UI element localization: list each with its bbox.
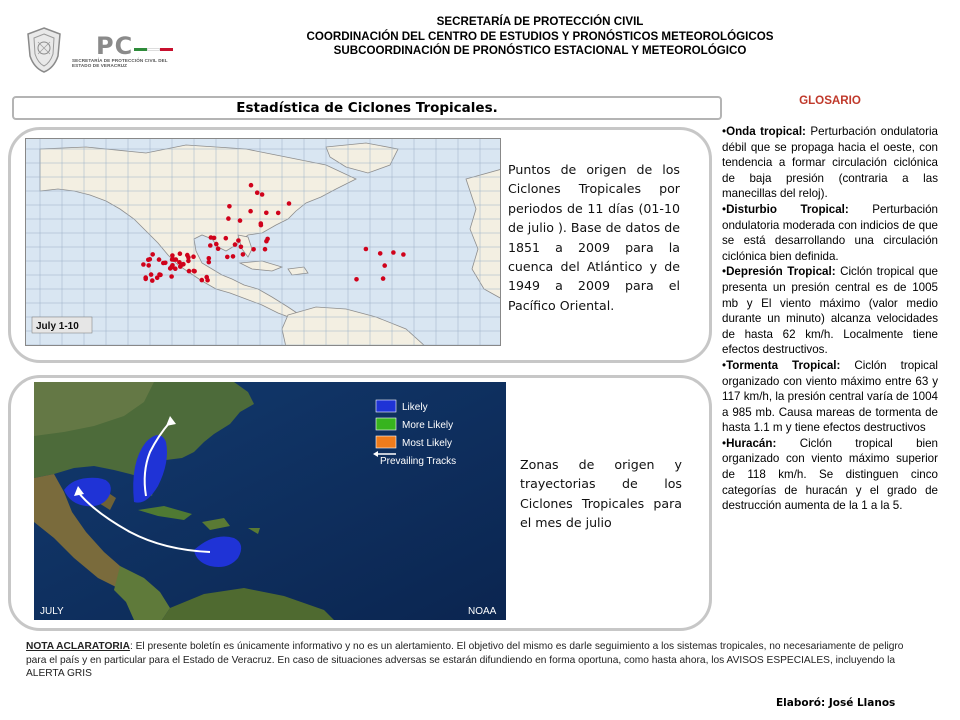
logo-subtitle: SECRETARÍA DE PROTECCIÓN CIVIL DEL ESTADO DE VERACRUZ	[72, 58, 168, 69]
origin-point	[146, 263, 151, 268]
origin-point	[241, 252, 246, 257]
origin-point	[287, 201, 292, 206]
origin-point	[191, 254, 196, 259]
glossary-item: •Disturbio Tropical: Perturbación ondulatoria moderada con indicios de que se está desarrollando una circulación ciclónica bien definida.	[722, 202, 938, 263]
author-credit: Elaboró: José Llanos	[776, 697, 896, 709]
glossary-term: Onda tropical:	[726, 125, 806, 138]
origin-point	[378, 251, 383, 256]
origin-point	[248, 209, 253, 214]
origin-point	[177, 260, 182, 265]
origin-point	[364, 247, 369, 252]
origin-point	[170, 253, 175, 258]
section-title: Estadística de Ciclones Tropicales.	[12, 96, 722, 120]
origin-points-description: Puntos de origen de los Ciclones Tropicales por periodos de 11 días (01-10 de julio ). Base de datos de 1851 a 2009 para la cuenca del Atlántico y de 1949 a 2009 para el Pacífico Oriental.	[508, 162, 680, 313]
glossary-title: GLOSARIO	[799, 94, 861, 107]
glossary-item: •Depresión Tropical: Ciclón tropical que presenta un presión central es de 1005 mb y El viento máximo (valor medio durante un minuto) alcanza velocidades de hasta 62 km/h. Localmente tiene efectos destructivos.	[722, 265, 938, 357]
origin-point	[169, 274, 174, 279]
origin-point	[150, 278, 155, 283]
header-line-1: SECRETARÍA DE PROTECCIÓN CIVIL	[436, 15, 644, 28]
origin-point	[157, 272, 162, 277]
origin-point	[401, 252, 406, 257]
origin-point	[150, 252, 155, 257]
glossary	[722, 124, 938, 514]
origin-point	[238, 218, 243, 223]
state-seal-icon	[24, 26, 64, 74]
origin-point	[251, 247, 256, 252]
origin-point	[276, 211, 281, 216]
origin-point	[172, 257, 177, 262]
disclaimer-text: : El presente boletín es únicamente informativo y no es un alertamiento. El objetivo del mismo es darle seguimiento a los sistemas tropicales, no necesariamente de peligro para el país y en particular para el Estado de Veracruz. En caso de situaciones adversas se estarán difundiendo en forma oportuna, como hasta ahora, los AVISOS ESPECIALES, incluyendo la ALERTA GRIS	[26, 641, 904, 680]
legend-most-likely: Most Likely	[402, 438, 453, 449]
origin-point	[148, 257, 153, 262]
glossary-term: Depresión Tropical:	[726, 265, 836, 279]
map2-agency-label: NOAA	[468, 606, 497, 617]
origin-point	[216, 246, 221, 251]
origin-point	[192, 269, 197, 274]
logo-pc-text: PC	[96, 32, 134, 60]
origin-point	[233, 242, 238, 247]
origin-point	[200, 278, 205, 283]
origin-point	[178, 251, 183, 256]
origin-points-map	[25, 138, 501, 346]
origin-point	[186, 259, 191, 264]
origin-point	[149, 272, 154, 277]
header-line-2: COORDINACIÓN DEL CENTRO DE ESTUDIOS Y PRONÓSTICOS METEOROLÓGICOS	[306, 29, 774, 43]
origin-point	[209, 235, 214, 240]
origin-point	[143, 277, 148, 282]
origin-point	[259, 223, 264, 228]
origin-point	[231, 254, 236, 259]
origin-point	[227, 204, 232, 209]
origin-point	[239, 245, 244, 250]
origin-point	[236, 238, 241, 243]
glossary-definition: Perturbación ondulatoria moderada con indicios de que se está desarrollando una circulación ciclónica bien definida.	[722, 202, 938, 263]
logo-color-bar	[134, 38, 174, 41]
legend-likely: Likely	[402, 402, 428, 413]
origin-point	[255, 190, 260, 195]
origin-point	[170, 263, 175, 268]
glossary-definition: Ciclón tropical que presenta un presión central es de 1005 mb y El viento máximo (valor medio durante un minuto) alcanza velocidades de hasta 62 km/h. Localmente tiene efectos destructivos.	[722, 265, 938, 357]
map2-month-label: JULY	[40, 606, 64, 617]
glossary-definition: Perturbación ondulatoria débil que se propaga hacia el oeste, con tendencia a formar circulación ciclónica de baja presión (contraria a las manecillas del reloj).	[722, 125, 938, 201]
origin-zones-description: Zonas de origen y trayectorias de los Ciclones Tropicales para el mes de julio	[520, 457, 682, 531]
origin-point	[382, 263, 387, 268]
glossary-item: •Tormenta Tropical: Ciclón tropical organizado con viento máximo entre 63 y 117 km/h, la presión central varía de 1004 a 985 mb. Causa mareas de tormenta de hasta 1.1 m y tiene efectos destructivos	[722, 358, 938, 435]
glossary-definition: Ciclón tropical bien organizado con viento máximo superior de 118 km/h. Se distinguen cinco categorías de huracán y el grado de destrucción aumenta de la 1 a la 5.	[722, 436, 938, 513]
origin-point	[204, 275, 209, 280]
glossary-term: Huracán:	[726, 436, 777, 450]
origin-point	[161, 261, 166, 266]
origin-point	[141, 262, 146, 267]
disclaimer-note	[26, 640, 926, 681]
origin-point	[249, 183, 254, 188]
legend-prevailing-tracks: Prevailing Tracks	[380, 456, 457, 467]
pc-logo	[20, 22, 180, 78]
header-line-3: SUBCOORDINACIÓN DE PRONÓSTICO ESTACIONAL Y METEOROLÓGICO	[333, 44, 747, 58]
origin-point	[187, 269, 192, 274]
map1-caption: July 1-10	[36, 321, 79, 332]
origin-point	[157, 257, 162, 262]
origin-point	[214, 242, 219, 247]
origin-point	[381, 276, 386, 281]
glossary-term: Disturbio Tropical:	[726, 202, 849, 216]
origin-point	[265, 237, 270, 242]
glossary-item: •Huracán: Ciclón tropical bien organizado con viento máximo superior de 118 km/h. Se distinguen cinco categorías de huracán y el grado de destrucción aumenta de la 1 a la 5.	[722, 436, 938, 513]
origin-point	[224, 236, 229, 241]
origin-point	[354, 277, 359, 282]
origin-point	[207, 260, 212, 265]
origin-point	[260, 192, 265, 197]
origin-point	[181, 262, 186, 267]
origin-zones-map	[34, 382, 506, 620]
origin-point	[391, 250, 396, 255]
disclaimer-label: NOTA ACLARATORIA	[26, 641, 130, 652]
document-header	[240, 15, 840, 59]
glossary-definition: Ciclón tropical organizado con viento máximo entre 63 y 117 km/h, la presión central varía de 1004 a 985 mb. Causa mareas de tormenta de hasta 1.1 m y tiene efectos destructivos	[722, 358, 938, 435]
origin-point	[225, 255, 230, 260]
origin-point	[208, 243, 213, 248]
glossary-item: •Onda tropical: Perturbación ondulatoria débil que se propaga hacia el oeste, con tendencia a formar circulación ciclónica de baja presión (contraria a las manecillas del reloj).	[722, 125, 938, 201]
glossary-term: Tormenta Tropical:	[726, 358, 841, 372]
legend-more-likely: More Likely	[402, 420, 454, 431]
origin-point	[263, 247, 268, 252]
origin-point	[226, 216, 231, 221]
origin-point	[264, 211, 269, 216]
